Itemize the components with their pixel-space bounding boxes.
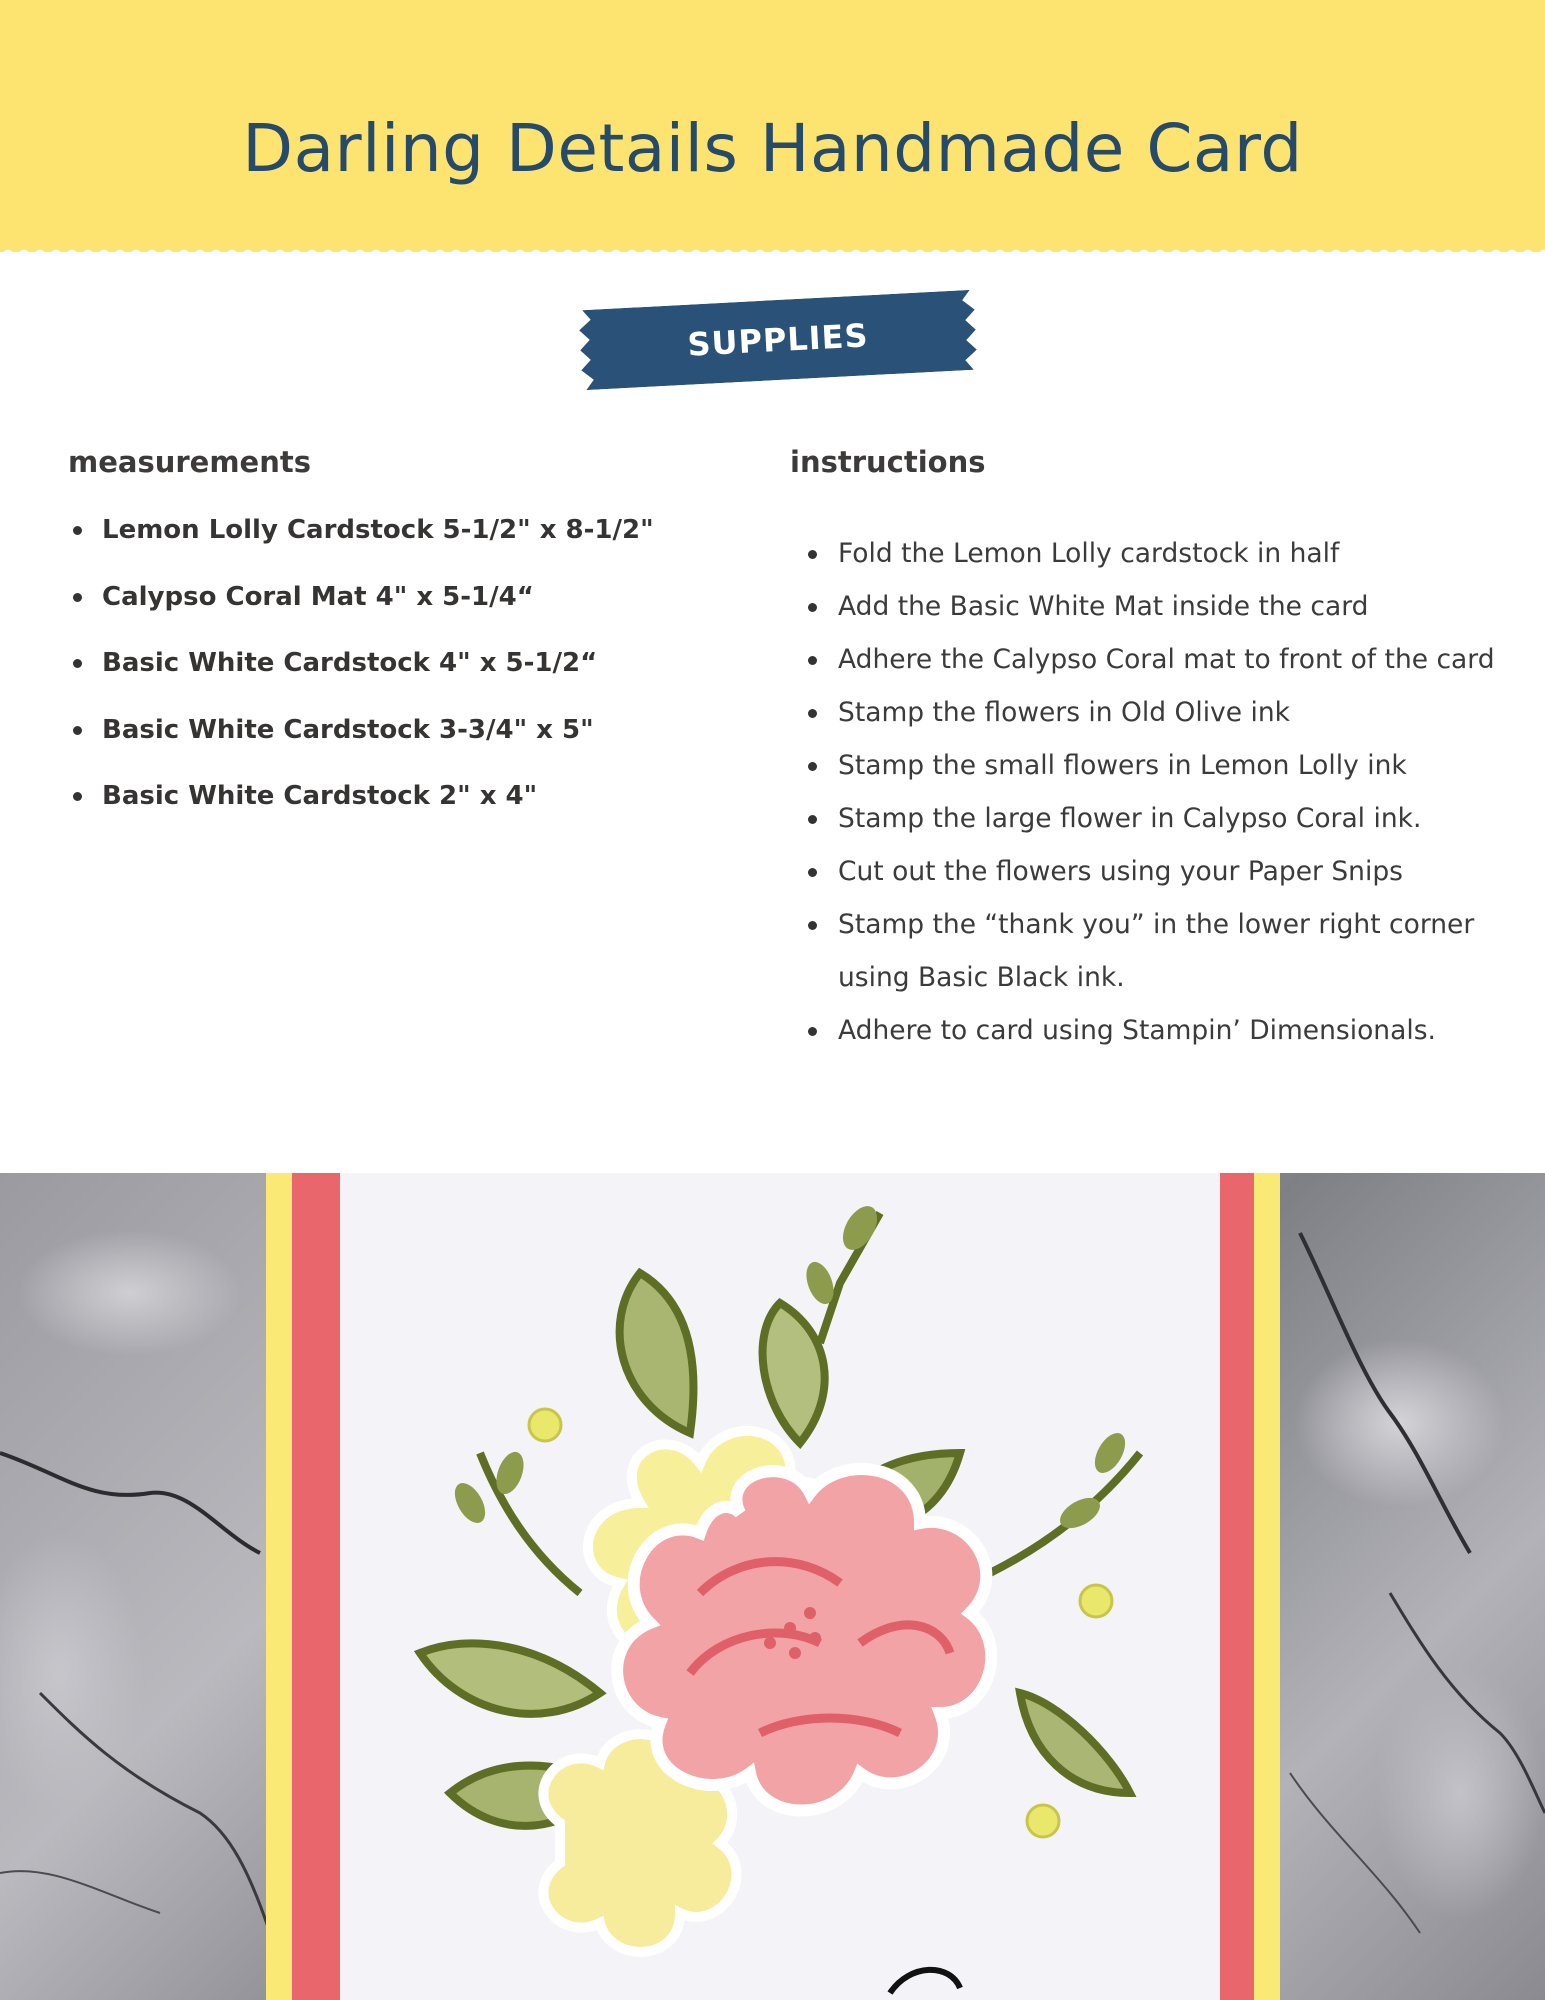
flower-illustration xyxy=(0,1173,1545,2000)
instruction-item: Cut out the flowers using your Paper Snips xyxy=(806,845,1506,898)
measurements-heading: measurements xyxy=(68,445,311,479)
measurement-item: Lemon Lolly Cardstock 5-1/2" x 8-1/2" xyxy=(68,510,708,577)
measurement-item: Basic White Cardstock 4" x 5-1/2“ xyxy=(68,643,708,710)
instruction-item: Adhere to card using Stampin’ Dimensionals. xyxy=(806,1004,1506,1057)
instruction-item: Stamp the “thank you” in the lower right corner using Basic Black ink. xyxy=(806,898,1506,1004)
instruction-item: Stamp the small flowers in Lemon Lolly ink xyxy=(806,739,1506,792)
measurement-item: Calypso Coral Mat 4" x 5-1/4“ xyxy=(68,577,708,644)
thank-you-script-fragment xyxy=(890,1970,960,1993)
instructions-list xyxy=(806,527,1506,1057)
supplies-banner xyxy=(576,290,980,391)
instruction-item: Add the Basic White Mat inside the card xyxy=(806,580,1506,633)
instruction-item: Stamp the flowers in Old Olive ink xyxy=(806,686,1506,739)
measurement-item: Basic White Cardstock 3-3/4" x 5" xyxy=(68,710,708,777)
measurement-item: Basic White Cardstock 2" x 4" xyxy=(68,776,708,843)
instruction-item: Stamp the large flower in Calypso Coral ink. xyxy=(806,792,1506,845)
scalloped-edge xyxy=(0,242,1545,256)
measurements-list xyxy=(68,510,708,843)
instruction-item: Fold the Lemon Lolly cardstock in half xyxy=(806,527,1506,580)
card-photo xyxy=(0,1173,1545,2000)
page-title: Darling Details Handmade Card xyxy=(242,110,1303,187)
instructions-heading: instructions xyxy=(790,445,986,479)
instruction-item: Adhere the Calypso Coral mat to front of the card xyxy=(806,633,1506,686)
banner-label: SUPPLIES xyxy=(686,316,870,364)
